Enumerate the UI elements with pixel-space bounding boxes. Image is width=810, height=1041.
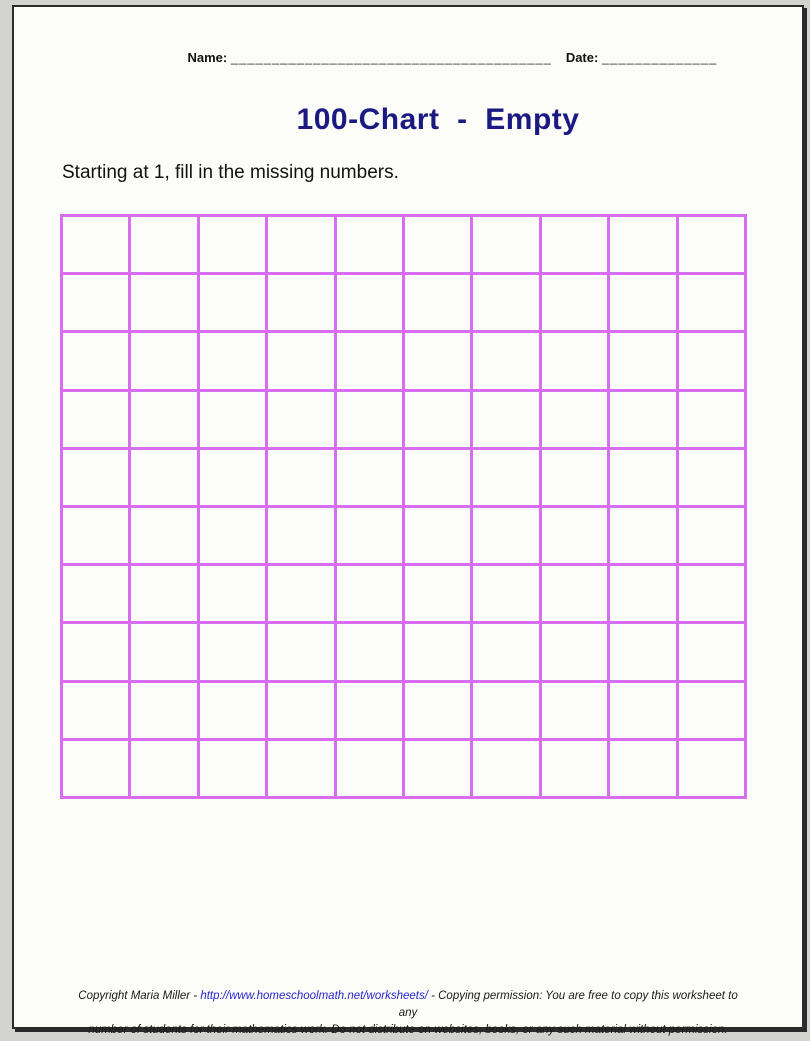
grid-cell[interactable] xyxy=(542,624,607,679)
grid-cell[interactable] xyxy=(542,508,607,563)
grid-cell[interactable] xyxy=(405,217,470,272)
grid-cell[interactable] xyxy=(610,217,675,272)
grid-cell[interactable] xyxy=(131,508,196,563)
date-label: Date: xyxy=(565,50,599,65)
grid-cell[interactable] xyxy=(337,275,402,330)
grid-cell[interactable] xyxy=(131,566,196,621)
grid-cell[interactable] xyxy=(405,450,470,505)
grid-cell[interactable] xyxy=(63,450,128,505)
grid-cell[interactable] xyxy=(63,392,128,447)
grid-cell[interactable] xyxy=(200,217,265,272)
grid-cell[interactable] xyxy=(268,508,333,563)
grid-cell[interactable] xyxy=(63,624,128,679)
grid-cell[interactable] xyxy=(200,450,265,505)
grid-cell[interactable] xyxy=(200,683,265,738)
grid-cell[interactable] xyxy=(473,624,538,679)
grid-cell[interactable] xyxy=(200,508,265,563)
grid-cell[interactable] xyxy=(473,275,538,330)
grid-cell[interactable] xyxy=(200,741,265,796)
grid-cell[interactable] xyxy=(131,217,196,272)
grid-cell[interactable] xyxy=(268,217,333,272)
grid-cell[interactable] xyxy=(337,683,402,738)
grid-cell[interactable] xyxy=(131,275,196,330)
grid-cell[interactable] xyxy=(63,508,128,563)
homeschoolmath-link[interactable]: http://www.homeschoolmath.net/worksheets/ xyxy=(200,990,428,1002)
copyright-text-line2: number of students for their mathematics work. Do not distribute on websites, books, or any such material without permission. xyxy=(88,1024,728,1036)
grid-cell[interactable] xyxy=(63,683,128,738)
grid-cell[interactable] xyxy=(405,508,470,563)
grid-cell[interactable] xyxy=(542,566,607,621)
grid-cell[interactable] xyxy=(63,217,128,272)
date-fill-line[interactable]: ______________ xyxy=(601,50,718,65)
grid-cell[interactable] xyxy=(200,566,265,621)
copyright-text-line1-suffix: - Copying permission: You are free to copy this worksheet to any xyxy=(398,990,738,1019)
grid-cell[interactable] xyxy=(610,333,675,388)
grid-cell[interactable] xyxy=(337,217,402,272)
grid-cell[interactable] xyxy=(679,741,744,796)
grid-cell[interactable] xyxy=(268,333,333,388)
grid-cell[interactable] xyxy=(679,683,744,738)
grid-cell[interactable] xyxy=(405,333,470,388)
grid-cell[interactable] xyxy=(200,392,265,447)
grid-cell[interactable] xyxy=(131,450,196,505)
grid-cell[interactable] xyxy=(610,624,675,679)
grid-cell[interactable] xyxy=(610,450,675,505)
copyright-footer xyxy=(78,988,738,1039)
name-label: Name: xyxy=(187,50,228,65)
grid-cell[interactable] xyxy=(473,450,538,505)
grid-cell[interactable] xyxy=(337,624,402,679)
worksheet-page xyxy=(12,5,804,1036)
grid-cell[interactable] xyxy=(610,392,675,447)
grid-cell[interactable] xyxy=(268,566,333,621)
grid-cell[interactable] xyxy=(542,741,607,796)
grid-cell[interactable] xyxy=(542,333,607,388)
grid-cell[interactable] xyxy=(63,275,128,330)
grid-cell[interactable] xyxy=(200,624,265,679)
grid-cell[interactable] xyxy=(473,217,538,272)
grid-cell[interactable] xyxy=(268,683,333,738)
grid-cell[interactable] xyxy=(131,683,196,738)
grid-cell[interactable] xyxy=(473,566,538,621)
grid-cell[interactable] xyxy=(405,683,470,738)
grid-cell[interactable] xyxy=(473,333,538,388)
grid-cell[interactable] xyxy=(473,508,538,563)
grid-cell[interactable] xyxy=(337,333,402,388)
grid-cell[interactable] xyxy=(131,741,196,796)
grid-cell[interactable] xyxy=(610,741,675,796)
grid-cell[interactable] xyxy=(268,392,333,447)
grid-cell[interactable] xyxy=(473,741,538,796)
grid-cell[interactable] xyxy=(405,624,470,679)
grid-cell[interactable] xyxy=(679,217,744,272)
grid-cell[interactable] xyxy=(542,392,607,447)
grid-cell[interactable] xyxy=(542,683,607,738)
grid-cell[interactable] xyxy=(63,566,128,621)
grid-cell[interactable] xyxy=(679,450,744,505)
grid-cell[interactable] xyxy=(679,566,744,621)
grid-cell[interactable] xyxy=(268,275,333,330)
grid-cell[interactable] xyxy=(337,450,402,505)
grid-cell[interactable] xyxy=(200,333,265,388)
grid-cell[interactable] xyxy=(268,450,333,505)
grid-cell[interactable] xyxy=(63,333,128,388)
grid-cell[interactable] xyxy=(542,450,607,505)
grid-cell[interactable] xyxy=(679,333,744,388)
grid-cell[interactable] xyxy=(268,624,333,679)
grid-cell[interactable] xyxy=(131,333,196,388)
grid-cell[interactable] xyxy=(679,275,744,330)
grid-cell[interactable] xyxy=(542,217,607,272)
grid-cell[interactable] xyxy=(610,566,675,621)
grid-cell[interactable] xyxy=(131,624,196,679)
grid-cell[interactable] xyxy=(473,392,538,447)
grid-cell[interactable] xyxy=(679,624,744,679)
grid-cell[interactable] xyxy=(473,683,538,738)
grid-cell[interactable] xyxy=(542,275,607,330)
grid-cell[interactable] xyxy=(405,392,470,447)
grid-cell[interactable] xyxy=(610,683,675,738)
grid-cell[interactable] xyxy=(405,741,470,796)
grid-cell[interactable] xyxy=(405,275,470,330)
name-date-row xyxy=(173,35,717,80)
grid-cell[interactable] xyxy=(610,508,675,563)
grid-cell[interactable] xyxy=(337,508,402,563)
grid-cell[interactable] xyxy=(679,508,744,563)
grid-cell[interactable] xyxy=(337,392,402,447)
grid-cell[interactable] xyxy=(610,275,675,330)
instruction-text: Starting at 1, fill in the missing numbers. xyxy=(62,162,399,183)
grid-cell[interactable] xyxy=(337,741,402,796)
hundred-chart-grid xyxy=(60,214,747,799)
grid-cell[interactable] xyxy=(63,741,128,796)
grid-cell[interactable] xyxy=(337,566,402,621)
grid-cell[interactable] xyxy=(268,741,333,796)
grid-cell[interactable] xyxy=(131,392,196,447)
copyright-text-prefix: Copyright Maria Miller - xyxy=(78,990,201,1002)
name-fill-line[interactable]: _______________________________________ xyxy=(230,50,552,65)
grid-cell[interactable] xyxy=(679,392,744,447)
page-title: 100-Chart - Empty xyxy=(296,103,580,136)
grid-cell[interactable] xyxy=(405,566,470,621)
grid-cell[interactable] xyxy=(200,275,265,330)
